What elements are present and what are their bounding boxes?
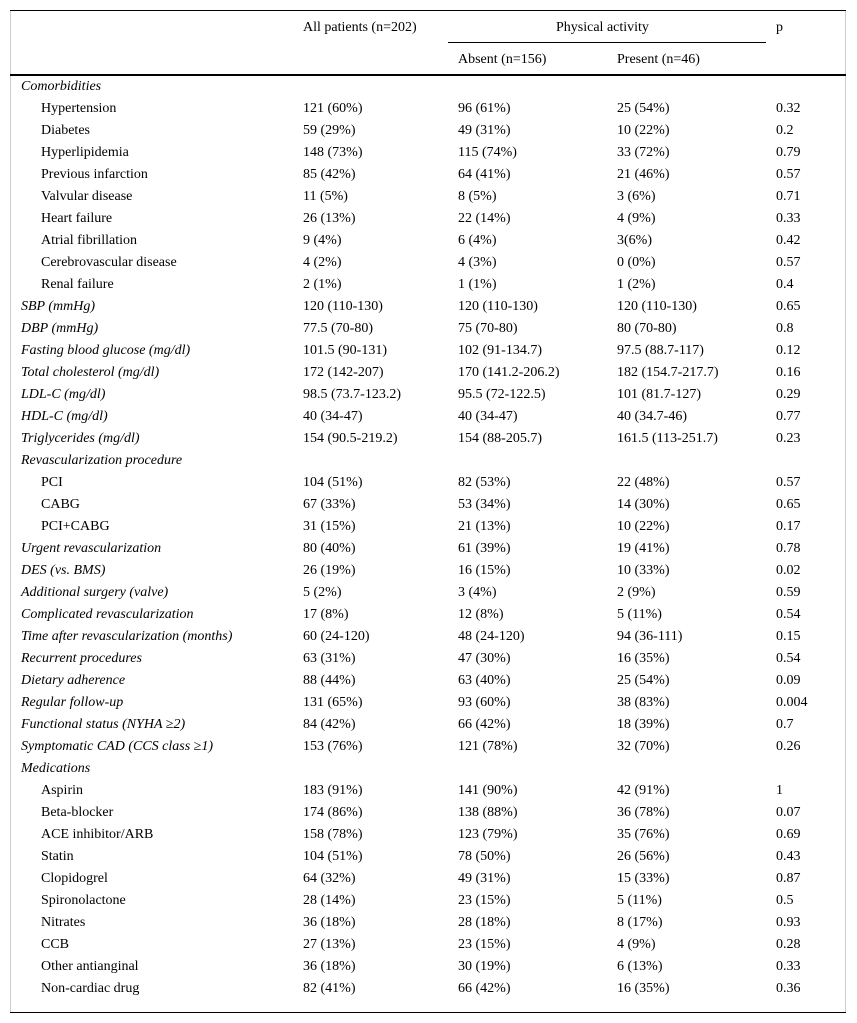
absent-cell: 66 (42%) [458, 717, 511, 732]
table-row [10, 626, 846, 648]
all-patients-cell: 121 (60%) [303, 101, 363, 116]
p-value-cell: 0.78 [776, 541, 801, 556]
p-value-cell: 0.54 [776, 607, 801, 622]
row-label: Spironolactone [41, 893, 126, 908]
absent-cell: 4 (3%) [458, 255, 497, 270]
absent-cell: 95.5 (72-122.5) [458, 387, 546, 402]
header-present: Present (n=46) [617, 52, 700, 67]
present-cell: 38 (83%) [617, 695, 670, 710]
present-cell: 15 (33%) [617, 871, 670, 886]
row-label: Hypertension [41, 101, 117, 116]
p-value-cell: 0.5 [776, 893, 794, 908]
row-label: Additional surgery (valve) [21, 585, 169, 600]
present-cell: 97.5 (88.7-117) [617, 343, 704, 358]
present-cell: 80 (70-80) [617, 321, 677, 336]
table-row [10, 978, 846, 1000]
all-patients-cell: 153 (76%) [303, 739, 363, 754]
table-row [10, 912, 846, 934]
p-value-cell: 1 [776, 783, 783, 798]
p-value-cell: 0.07 [776, 805, 801, 820]
all-patients-cell: 31 (15%) [303, 519, 356, 534]
p-value-cell: 0.02 [776, 563, 801, 578]
p-value-cell: 0.4 [776, 277, 794, 292]
p-value-cell: 0.8 [776, 321, 794, 336]
row-label: PCI+CABG [41, 519, 110, 534]
all-patients-cell: 85 (42%) [303, 167, 356, 182]
all-patients-cell: 11 (5%) [303, 189, 348, 204]
row-label: Beta-blocker [41, 805, 114, 820]
table-row [10, 494, 846, 516]
all-patients-cell: 60 (24-120) [303, 629, 370, 644]
p-value-cell: 0.32 [776, 101, 801, 116]
p-value-cell: 0.54 [776, 651, 801, 666]
table-row [10, 296, 846, 318]
all-patients-cell: 88 (44%) [303, 673, 356, 688]
all-patients-cell: 172 (142-207) [303, 365, 384, 380]
all-patients-cell: 80 (40%) [303, 541, 356, 556]
row-label: Complicated revascularization [21, 607, 194, 622]
all-patients-cell: 82 (41%) [303, 981, 356, 996]
present-cell: 3(6%) [617, 233, 652, 248]
present-cell: 5 (11%) [617, 607, 662, 622]
absent-cell: 30 (19%) [458, 959, 511, 974]
present-cell: 10 (22%) [617, 519, 670, 534]
all-patients-cell: 27 (13%) [303, 937, 356, 952]
present-cell: 161.5 (113-251.7) [617, 431, 718, 446]
p-value-cell: 0.87 [776, 871, 801, 886]
absent-cell: 23 (15%) [458, 893, 511, 908]
table-row [10, 142, 846, 164]
absent-cell: 28 (18%) [458, 915, 511, 930]
present-cell: 10 (33%) [617, 563, 670, 578]
p-value-cell: 0.004 [776, 695, 808, 710]
row-label: Heart failure [41, 211, 113, 226]
row-label: Functional status (NYHA ≥2) [21, 717, 186, 732]
present-cell: 22 (48%) [617, 475, 670, 490]
row-label: Aspirin [41, 783, 83, 798]
row-label: Recurrent procedures [21, 651, 142, 666]
row-label: Fasting blood glucose (mg/dl) [21, 343, 191, 358]
row-label: DES (vs. BMS) [21, 563, 106, 578]
row-label: Triglycerides (mg/dl) [21, 431, 140, 446]
all-patients-cell: 148 (73%) [303, 145, 363, 160]
all-patients-cell: 174 (86%) [303, 805, 363, 820]
present-cell: 182 (154.7-217.7) [617, 365, 719, 380]
absent-cell: 53 (34%) [458, 497, 511, 512]
table-row [10, 582, 846, 604]
p-value-cell: 0.2 [776, 123, 794, 138]
table-row [10, 384, 846, 406]
table-row [10, 780, 846, 802]
all-patients-cell: 59 (29%) [303, 123, 356, 138]
absent-cell: 123 (79%) [458, 827, 518, 842]
absent-cell: 66 (42%) [458, 981, 511, 996]
p-value-cell: 0.16 [776, 365, 801, 380]
table-row [10, 670, 846, 692]
absent-cell: 75 (70-80) [458, 321, 518, 336]
row-label: CABG [41, 497, 80, 512]
row-label: Renal failure [41, 277, 114, 292]
p-value-cell: 0.43 [776, 849, 801, 864]
table-row [10, 648, 846, 670]
present-cell: 120 (110-130) [617, 299, 697, 314]
all-patients-cell: 77.5 (70-80) [303, 321, 373, 336]
table-row [10, 956, 846, 978]
all-patients-cell: 183 (91%) [303, 783, 363, 798]
row-label: ACE inhibitor/ARB [41, 827, 154, 842]
table-bottom-rule [10, 1012, 846, 1013]
header-physical-activity: Physical activity [556, 20, 649, 35]
table-row [10, 318, 846, 340]
row-label: LDL-C (mg/dl) [21, 387, 106, 402]
table-row [10, 406, 846, 428]
absent-cell: 49 (31%) [458, 871, 511, 886]
absent-cell: 93 (60%) [458, 695, 511, 710]
absent-cell: 3 (4%) [458, 585, 497, 600]
row-label: SBP (mmHg) [21, 299, 96, 314]
table-row [10, 890, 846, 912]
absent-cell: 49 (31%) [458, 123, 511, 138]
p-value-cell: 0.23 [776, 431, 801, 446]
absent-cell: 138 (88%) [458, 805, 518, 820]
row-label: Comorbidities [21, 79, 102, 94]
absent-cell: 121 (78%) [458, 739, 518, 754]
row-label: Regular follow-up [21, 695, 124, 710]
absent-cell: 115 (74%) [458, 145, 517, 160]
present-cell: 14 (30%) [617, 497, 670, 512]
p-value-cell: 0.57 [776, 475, 801, 490]
table-row [10, 604, 846, 626]
row-label: Diabetes [41, 123, 90, 138]
p-value-cell: 0.26 [776, 739, 801, 754]
p-value-cell: 0.29 [776, 387, 801, 402]
p-value-cell: 0.57 [776, 167, 801, 182]
row-label: Valvular disease [41, 189, 133, 204]
table-row [10, 98, 846, 120]
absent-cell: 63 (40%) [458, 673, 511, 688]
table-row [10, 538, 846, 560]
p-value-cell: 0.33 [776, 211, 801, 226]
p-value-cell: 0.79 [776, 145, 801, 160]
row-label: Clopidogrel [41, 871, 108, 886]
p-value-cell: 0.12 [776, 343, 801, 358]
row-label: Non-cardiac drug [41, 981, 140, 996]
p-value-cell: 0.93 [776, 915, 801, 930]
row-label: Dietary adherence [21, 673, 126, 688]
present-cell: 18 (39%) [617, 717, 670, 732]
p-value-cell: 0.77 [776, 409, 801, 424]
table-row [10, 714, 846, 736]
all-patients-cell: 36 (18%) [303, 959, 356, 974]
table-row [10, 252, 846, 274]
p-value-cell: 0.28 [776, 937, 801, 952]
p-value-cell: 0.65 [776, 497, 801, 512]
all-patients-cell: 67 (33%) [303, 497, 356, 512]
all-patients-cell: 120 (110-130) [303, 299, 383, 314]
present-cell: 25 (54%) [617, 673, 670, 688]
all-patients-cell: 98.5 (73.7-123.2) [303, 387, 401, 402]
all-patients-cell: 104 (51%) [303, 849, 363, 864]
p-value-cell: 0.36 [776, 981, 801, 996]
present-cell: 1 (2%) [617, 277, 656, 292]
row-label: Total cholesterol (mg/dl) [21, 365, 160, 380]
all-patients-cell: 84 (42%) [303, 717, 356, 732]
table-row [10, 274, 846, 296]
row-label: Revascularization procedure [21, 453, 183, 468]
table-row [10, 516, 846, 538]
absent-cell: 141 (90%) [458, 783, 518, 798]
all-patients-cell: 5 (2%) [303, 585, 342, 600]
header-all-patients: All patients (n=202) [303, 20, 417, 35]
row-label: Atrial fibrillation [41, 233, 138, 248]
row-label: Other antianginal [41, 959, 139, 974]
p-value-cell: 0.65 [776, 299, 801, 314]
present-cell: 40 (34.7-46) [617, 409, 687, 424]
present-cell: 35 (76%) [617, 827, 670, 842]
p-value-cell: 0.17 [776, 519, 801, 534]
present-cell: 2 (9%) [617, 585, 656, 600]
header-absent: Absent (n=156) [458, 52, 547, 67]
present-cell: 16 (35%) [617, 651, 670, 666]
all-patients-cell: 9 (4%) [303, 233, 342, 248]
absent-cell: 6 (4%) [458, 233, 497, 248]
absent-cell: 48 (24-120) [458, 629, 525, 644]
all-patients-cell: 154 (90.5-219.2) [303, 431, 398, 446]
row-label: Urgent revascularization [21, 541, 162, 556]
table-row [10, 560, 846, 582]
p-value-cell: 0.09 [776, 673, 801, 688]
present-cell: 10 (22%) [617, 123, 670, 138]
present-cell: 0 (0%) [617, 255, 656, 270]
p-value-cell: 0.15 [776, 629, 801, 644]
row-label: Medications [21, 761, 91, 776]
all-patients-cell: 4 (2%) [303, 255, 342, 270]
table-row [10, 934, 846, 956]
table-row [10, 362, 846, 384]
absent-cell: 96 (61%) [458, 101, 511, 116]
row-label: Statin [41, 849, 74, 864]
present-cell: 8 (17%) [617, 915, 663, 930]
all-patients-cell: 101.5 (90-131) [303, 343, 387, 358]
row-label: Symptomatic CAD (CCS class ≥1) [21, 739, 214, 754]
absent-cell: 154 (88-205.7) [458, 431, 542, 446]
absent-cell: 64 (41%) [458, 167, 511, 182]
row-label: PCI [41, 475, 63, 490]
row-label: HDL-C (mg/dl) [21, 409, 108, 424]
table-row [10, 208, 846, 230]
present-cell: 3 (6%) [617, 189, 656, 204]
p-value-cell: 0.59 [776, 585, 801, 600]
present-cell: 5 (11%) [617, 893, 662, 908]
all-patients-cell: 28 (14%) [303, 893, 356, 908]
p-value-cell: 0.42 [776, 233, 801, 248]
present-cell: 26 (56%) [617, 849, 670, 864]
p-value-cell: 0.71 [776, 189, 801, 204]
present-cell: 94 (36-111) [617, 629, 683, 644]
all-patients-cell: 40 (34-47) [303, 409, 363, 424]
absent-cell: 1 (1%) [458, 277, 497, 292]
table-row [10, 186, 846, 208]
p-value-cell: 0.69 [776, 827, 801, 842]
present-cell: 16 (35%) [617, 981, 670, 996]
p-value-cell: 0.33 [776, 959, 801, 974]
present-cell: 42 (91%) [617, 783, 670, 798]
row-label: Previous infarction [41, 167, 148, 182]
present-cell: 101 (81.7-127) [617, 387, 701, 402]
row-label: CCB [41, 937, 70, 952]
row-label: Nitrates [41, 915, 86, 930]
p-value-cell: 0.7 [776, 717, 794, 732]
table-row [10, 340, 846, 362]
absent-cell: 16 (15%) [458, 563, 511, 578]
absent-cell: 21 (13%) [458, 519, 511, 534]
table-row [10, 846, 846, 868]
table-row [10, 76, 846, 98]
all-patients-cell: 64 (32%) [303, 871, 356, 886]
all-patients-cell: 158 (78%) [303, 827, 363, 842]
absent-cell: 12 (8%) [458, 607, 504, 622]
all-patients-cell: 26 (19%) [303, 563, 356, 578]
absent-cell: 22 (14%) [458, 211, 511, 226]
present-cell: 19 (41%) [617, 541, 670, 556]
absent-cell: 47 (30%) [458, 651, 511, 666]
present-cell: 25 (54%) [617, 101, 670, 116]
absent-cell: 120 (110-130) [458, 299, 538, 314]
header-p: p [776, 20, 783, 35]
row-label: DBP (mmHg) [21, 321, 99, 336]
present-cell: 32 (70%) [617, 739, 670, 754]
present-cell: 6 (13%) [617, 959, 663, 974]
present-cell: 4 (9%) [617, 211, 656, 226]
present-cell: 4 (9%) [617, 937, 656, 952]
absent-cell: 102 (91-134.7) [458, 343, 542, 358]
absent-cell: 61 (39%) [458, 541, 511, 556]
row-label: Time after revascularization (months) [21, 629, 233, 644]
row-label: Hyperlipidemia [41, 145, 129, 160]
p-value-cell: 0.57 [776, 255, 801, 270]
all-patients-cell: 63 (31%) [303, 651, 356, 666]
table-row [10, 120, 846, 142]
all-patients-cell: 36 (18%) [303, 915, 356, 930]
present-cell: 33 (72%) [617, 145, 670, 160]
table-row [10, 450, 846, 472]
absent-cell: 170 (141.2-206.2) [458, 365, 560, 380]
present-cell: 36 (78%) [617, 805, 670, 820]
table-row [10, 230, 846, 252]
table-row [10, 802, 846, 824]
all-patients-cell: 17 (8%) [303, 607, 349, 622]
table-row [10, 472, 846, 494]
all-patients-cell: 26 (13%) [303, 211, 356, 226]
table-row [10, 736, 846, 758]
absent-cell: 78 (50%) [458, 849, 511, 864]
absent-cell: 23 (15%) [458, 937, 511, 952]
all-patients-cell: 2 (1%) [303, 277, 342, 292]
row-label: Cerebrovascular disease [41, 255, 177, 270]
table-row [10, 692, 846, 714]
table-row [10, 868, 846, 890]
table-row [10, 164, 846, 186]
absent-cell: 82 (53%) [458, 475, 511, 490]
all-patients-cell: 131 (65%) [303, 695, 363, 710]
present-cell: 21 (46%) [617, 167, 670, 182]
all-patients-cell: 104 (51%) [303, 475, 363, 490]
table-row [10, 428, 846, 450]
absent-cell: 8 (5%) [458, 189, 497, 204]
table-row [10, 758, 846, 780]
absent-cell: 40 (34-47) [458, 409, 518, 424]
table-row [10, 824, 846, 846]
